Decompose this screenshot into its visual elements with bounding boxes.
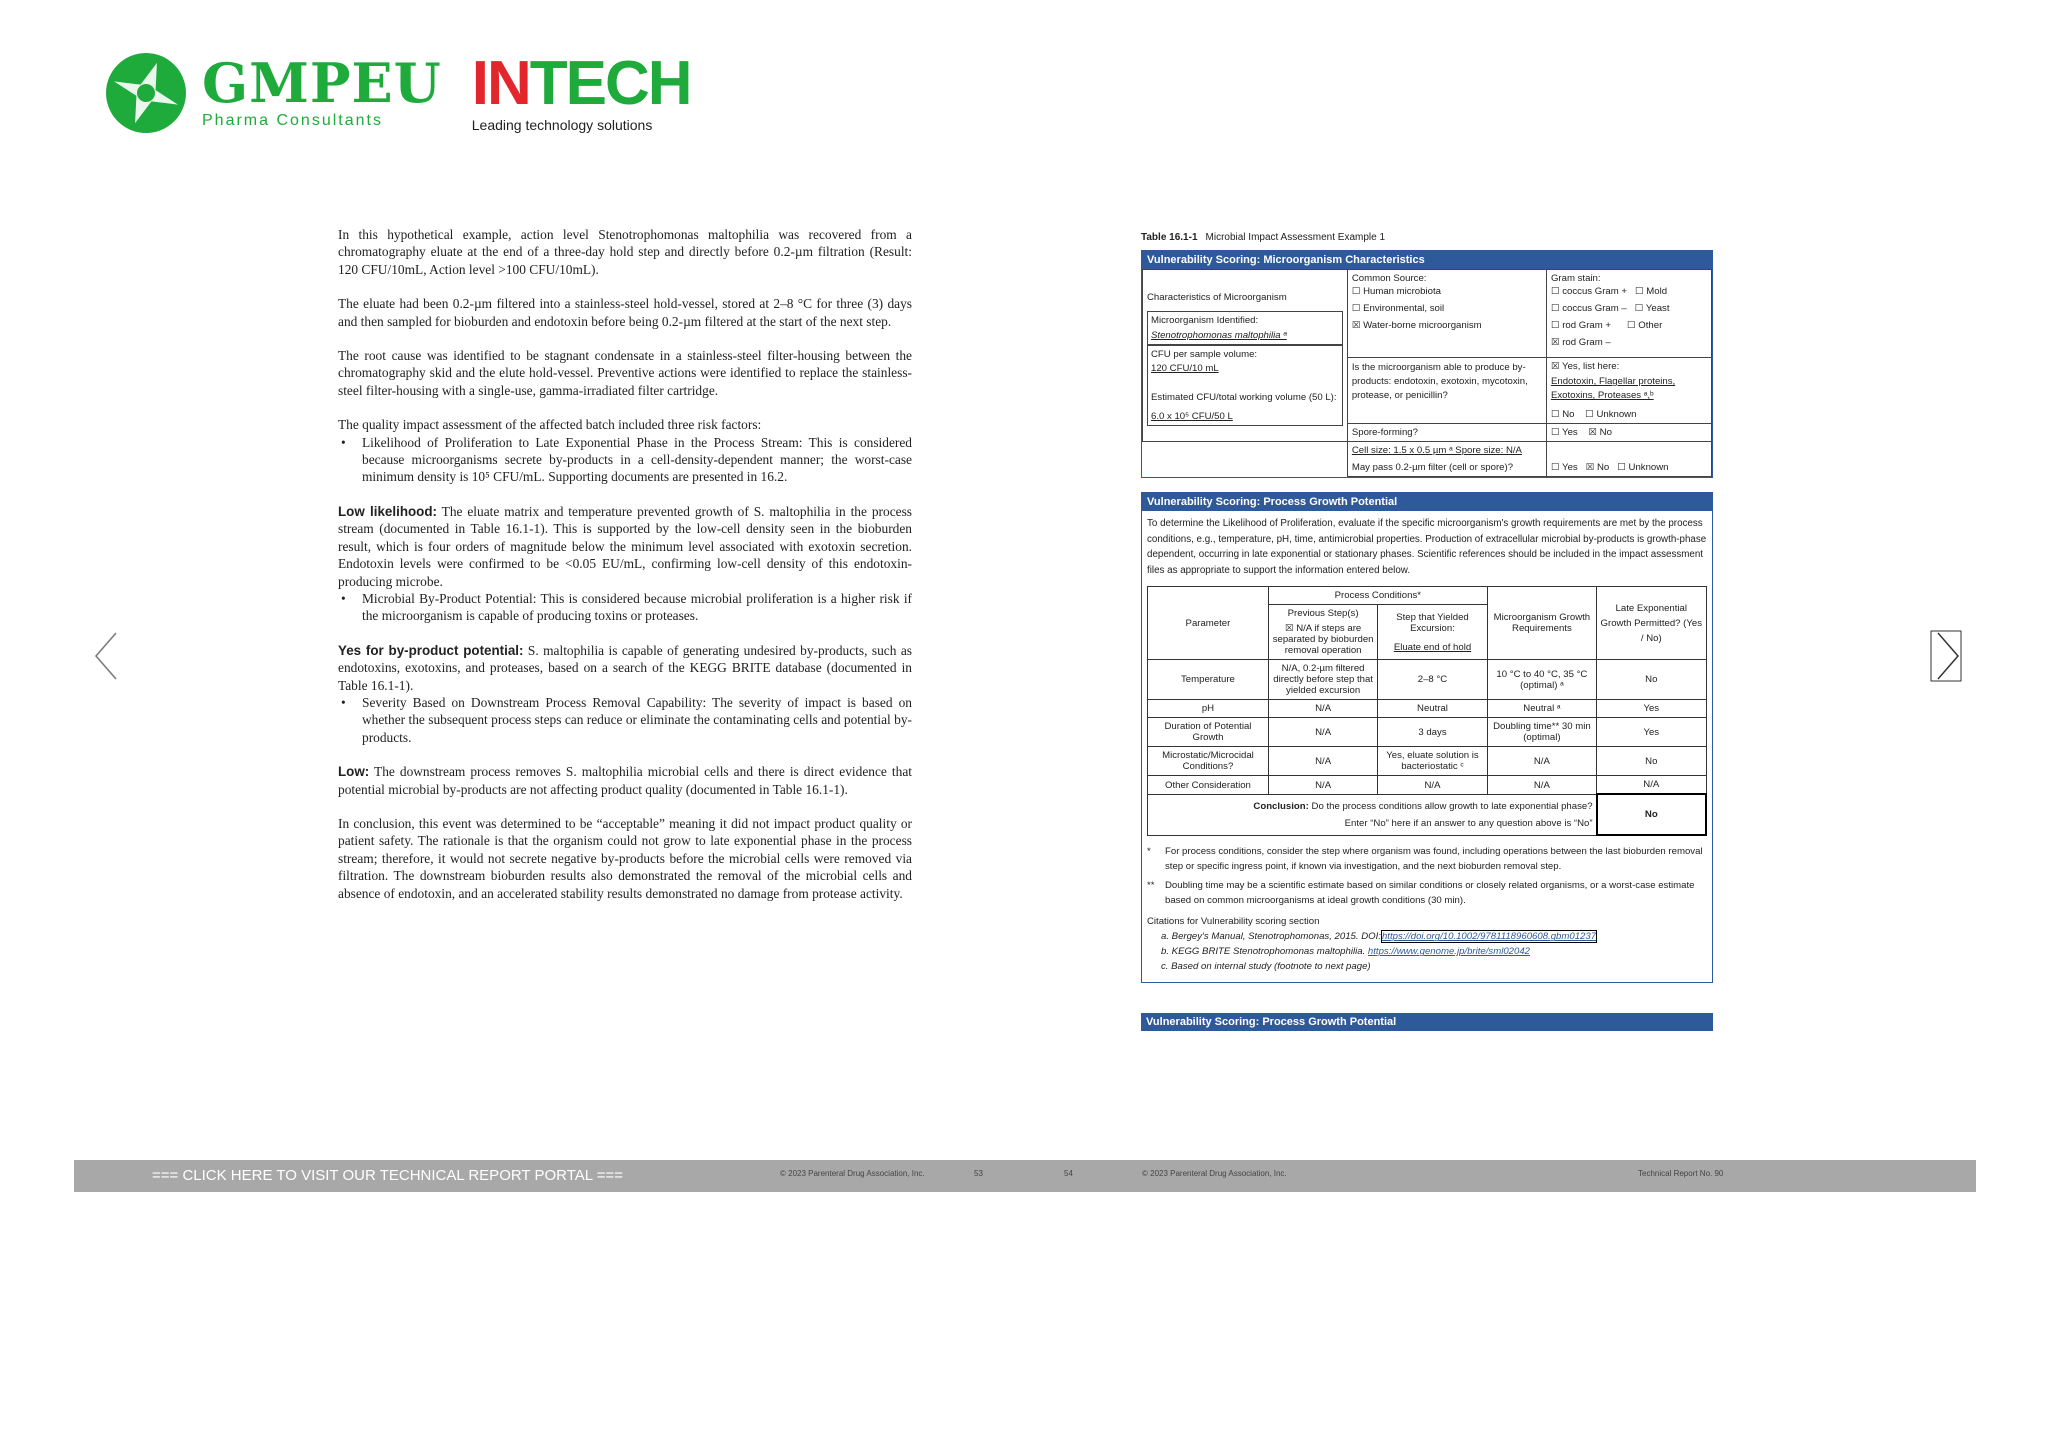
paragraph — [338, 763, 912, 798]
byproduct-list: Endotoxin, Flagellar proteins, Exotoxins, Proteases ᵃ,ᵇ — [1550, 376, 1676, 401]
header-prev-note: ☒ N/A if steps are separated by bioburden removal operation — [1272, 623, 1374, 657]
table-row: pH N/A Neutral Neutral ᵃ Yes — [1148, 700, 1707, 718]
cfu-value: 120 CFU/10 mL — [1151, 363, 1219, 374]
lead-text: Low: — [338, 764, 370, 780]
paragraph: The quality impact assessment of the affected batch included three risk factors: — [338, 417, 762, 433]
footer-page-left: 53 — [974, 1169, 983, 1178]
characteristics-label: Characteristics of Microorganism — [1147, 292, 1287, 303]
header-parameter: Parameter — [1148, 587, 1269, 660]
section-bar: Vulnerability Scoring: Process Growth Potential — [1142, 493, 1712, 511]
est-value: 6.0 x 10⁵ CFU/50 L — [1151, 411, 1233, 422]
next-page-button[interactable] — [1930, 630, 1962, 682]
chevron-left-icon — [92, 630, 124, 682]
lead-text: Low likelihood: — [338, 503, 437, 519]
checkbox-human: ☐ Human microbiota — [1351, 286, 1441, 297]
paragraph: In conclusion, this event was determined to be “acceptable” meaning it did not impact product quality or patient safety. The rationale is that the organism could not grow to late exponential phase in the process stream; therefore, it would not secrete negative by-products before the microbial cells were removed via filtration. The downstream bioburden results also demonstrated the removal of the microbial cells and absence of endotoxin, and an accelerated stability results demonstrated no damage from protease activity. — [338, 815, 912, 901]
conclusion-lead: Conclusion: — [1253, 800, 1309, 812]
checkbox-other: ☐ Other — [1627, 320, 1663, 331]
intech-logo — [471, 49, 691, 133]
checkbox-filter-no: ☒ No — [1585, 462, 1610, 473]
left-page-text — [338, 226, 912, 919]
checkbox-spore-yes: ☐ Yes — [1550, 427, 1578, 438]
lead-text: Yes for by-product potential: — [338, 642, 524, 658]
paragraph — [338, 642, 912, 694]
checkbox-byprod-no: ☐ No — [1550, 409, 1575, 420]
checkbox-waterborne: ☒ Water-borne microorganism — [1351, 320, 1482, 331]
header-step: Step that Yielded Excursion: — [1396, 611, 1469, 634]
cfu-label: CFU per sample volume: — [1151, 349, 1258, 360]
paragraph-body: S. maltophilia is capable of generating undesired by-products, such as endotoxins, exotoxins, and proteases, based on a search of the KEGG BRITE database (documented in Table 16.1-1). — [338, 642, 912, 693]
checkbox-filter-unknown: ☐ Unknown — [1617, 462, 1669, 473]
prev-page-button[interactable] — [92, 630, 124, 682]
conclusion-value: No — [1597, 794, 1706, 835]
bullet-item: • Likelihood of Proliferation to Late Exponential Phase in the Process Stream: This is considered because microorganisms secrete by-products in a cell-density-dependent manner; the worst-case minimum density is 10⁵ CFU/mL. Supporting documents are presented in 16.2. — [338, 434, 912, 486]
checkbox-spore-no: ☒ No — [1588, 427, 1612, 438]
portal-link[interactable]: === CLICK HERE TO VISIT OUR TECHNICAL REPORT PORTAL === — [152, 1167, 623, 1184]
gmpeu-logo-icon — [104, 51, 188, 135]
table-row: Other Consideration N/A N/A N/A N/A — [1148, 776, 1707, 795]
footnotes: * For process conditions, consider the step where organism was found, including operations between the last bioburden removal step or specific ingress point, if known via investigation, and the next bioburden removal step. ** Doubling time may be a scientific estimate based on similar conditions or closely related organisms, or a worst-case estimate based on common microorganisms at ideal growth conditions (30 min). Citations for Vulnerability scoring section a. Bergey's Manual, Stenotrophomonas, 2015. DOI:https://doi.org/10.1002/9781118960608.gbm01237 b. KEGG BRITE Stenotrophomonas maltophilia. https://www.genome.jp/brite/sml02042 c. Based on internal study (footnote to next page) — [1147, 844, 1707, 974]
footer-copyright-right: © 2023 Parenteral Drug Association, Inc. — [1142, 1169, 1287, 1178]
gmpeu-sub: Pharma Consultants — [202, 112, 383, 129]
table-caption: Table 16.1-1 Microbial Impact Assessment Example 1 — [1141, 232, 1386, 243]
header-prev: Previous Step(s) — [1287, 608, 1359, 620]
identified-label: Microorganism Identified: — [1151, 315, 1259, 326]
footer-copyright-left: © 2023 Parenteral Drug Association, Inc. — [780, 1169, 925, 1178]
paragraph — [338, 503, 912, 590]
paragraph: In this hypothetical example, action level Stenotrophomonas maltophilia was recovered from a chromatography eluate at the end of a three-day hold step and directly before 0.2-µm filtration (Result: 120 CFU/10mL, Action level >100 CFU/10mL). — [338, 227, 912, 277]
section-bar-bottom: Vulnerability Scoring: Process Growth Potential — [1141, 1013, 1713, 1031]
chevron-right-icon — [1930, 630, 1962, 682]
footer-report: Technical Report No. 90 — [1638, 1169, 1724, 1178]
cell-size: Cell size: 1.5 x 0.5 µm ᵃ Spore size: N/A — [1351, 445, 1522, 456]
checkbox-rod-pos: ☐ rod Gram + — [1550, 320, 1612, 331]
checkbox-mold: ☐ Mold — [1635, 286, 1668, 297]
common-source-label: Common Source: — [1351, 273, 1427, 284]
checkbox-byprod-yes: ☒ Yes, list here: — [1550, 361, 1620, 372]
table-row: Microstatic/Microcidal Conditions? N/A Yes, eluate solution is bacteriostatic ᶜ N/A No — [1148, 747, 1707, 776]
paragraph: The root cause was identified to be stagnant condensate in a stainless-steel filter-housing between the chromatography skid and the elute hold-vessel. Preventive actions were identified to replace the stainless-steel filter-housing with a single-use, gamma-irradiated filter cartridge. — [338, 348, 912, 398]
table-row: Duration of Potential Growth N/A 3 days Doubling time** 30 min (optimal) Yes — [1148, 718, 1707, 747]
portal-strip — [74, 1160, 1976, 1192]
checkbox-rod-neg: ☒ rod Gram – — [1550, 337, 1611, 348]
checkbox-filter-yes: ☐ Yes — [1550, 462, 1578, 473]
citations-title: Citations for Vulnerability scoring section — [1147, 916, 1320, 928]
citation-c: c. Based on internal study (footnote to next page) — [1161, 961, 1371, 973]
conclusion-row — [1148, 794, 1707, 835]
footnote: For process conditions, consider the step where organism was found, including operations between the last bioburden removal step or specific ingress point, if known via investigation, and the next bioburden removal step. — [1165, 846, 1703, 873]
est-label: Estimated CFU/total working volume (50 L): — [1151, 392, 1337, 403]
header-micro: Microorganism Growth Requirements — [1487, 587, 1596, 660]
conclusion-text: Do the process conditions allow growth to late exponential phase? — [1308, 800, 1593, 812]
intech-part1: IN — [471, 49, 530, 118]
table-microorganism — [1141, 250, 1713, 478]
header-late: Late Exponential Growth Permitted? (Yes / No) — [1597, 587, 1706, 660]
footnote: Doubling time may be a scientific estimate based on similar conditions or closely related organisms, or a worst-case estimate based on common microorganisms at ideal growth conditions (30 min). — [1165, 880, 1695, 907]
identified-value: Stenotrophomonas maltophilia ᵃ — [1151, 330, 1287, 341]
checkbox-byprod-unknown: ☐ Unknown — [1585, 409, 1637, 420]
intech-part2: TECH — [529, 49, 691, 118]
growth-intro: To determine the Likelihood of Proliferation, evaluate if the specific microorganism's growth requirements are met by the process conditions, e.g., temperature, pH, time, antimicrobial properties. Production of extracellular microbial by-products is growth-phase dependent, occurring in late exponential or stationary phases. Scientific references should be included in the impact assessment files as appropriate to support the information entered below. — [1147, 518, 1707, 576]
intech-sub: Leading technology solutions — [471, 117, 653, 133]
checkbox-coccus-neg: ☐ coccus Gram – — [1550, 303, 1627, 314]
spore-question: Spore-forming? — [1347, 424, 1546, 442]
checkbox-environmental: ☐ Environmental, soil — [1351, 303, 1445, 314]
right-page — [1141, 232, 1713, 1031]
citation-link-doi[interactable]: https://doi.org/10.1002/9781118960608.gbm01237 — [1381, 931, 1597, 943]
checkbox-coccus-pos: ☐ coccus Gram + — [1550, 286, 1628, 297]
bullet-item: • Microbial By-Product Potential: This is considered because microbial proliferation is a higher risk if the microorganism is capable of producing toxins or proteases. — [338, 590, 912, 625]
header-step-value: Eluate end of hold — [1393, 641, 1472, 653]
conclusion-note: Enter “No” here if an answer to any question above is “No” — [1344, 817, 1593, 829]
paragraph: The eluate had been 0.2-µm filtered into a stainless-steel hold-vessel, stored at 2–8 °C for three (3) days and then sampled for bioburden and endotoxin before being 0.2-µm filtered at the start of the next step. — [338, 296, 912, 329]
byproduct-question: Is the microorganism able to produce by-products: endotoxin, exotoxin, mycotoxin, protease, or penicillin? — [1347, 358, 1546, 424]
bullet-item: • Severity Based on Downstream Process Removal Capability: The severity of impact is based on whether the subsequent process steps can reduce or eliminate the contaminating cells and potential by-products. — [338, 694, 912, 746]
filter-question: May pass 0.2-µm filter (cell or spore)? — [1351, 462, 1514, 473]
checkbox-yeast: ☐ Yeast — [1634, 303, 1670, 314]
table-row: Temperature N/A, 0.2-µm filtered directly before step that yielded excursion 2–8 °C 10 °C to 40 °C, 35 °C (optimal) ᵃ No — [1148, 660, 1707, 700]
section-bar: Vulnerability Scoring: Microorganism Characteristics — [1142, 251, 1712, 269]
citation-link-kegg[interactable]: https://www.genome.jp/brite/sml02042 — [1367, 946, 1531, 958]
header-process: Process Conditions* — [1268, 587, 1487, 605]
header-logos — [104, 48, 691, 138]
gmpeu-name: GMPEU — [202, 51, 442, 115]
paragraph-body: The eluate matrix and temperature prevented growth of S. maltophilia in the process stream (documented in Table 16.1-1). This is supported by the low-cell density seen in the bioburden result, which is four orders of magnitude below the minimum level associated with exotoxin secretion. Endotoxin levels were confirmed to be <0.05 EU/mL, confirming low-cell density of this endotoxin-producing microbe. — [338, 503, 912, 589]
footer-page-right: 54 — [1064, 1169, 1073, 1178]
gram-stain-label: Gram stain: — [1550, 273, 1601, 284]
growth-table — [1147, 586, 1707, 836]
paragraph-body: The downstream process removes S. maltophilia microbial cells and there is direct evidence that potential microbial by-products are not affecting product quality (documented in Table 16.1-1). — [338, 764, 912, 797]
table-growth-potential — [1141, 492, 1713, 983]
